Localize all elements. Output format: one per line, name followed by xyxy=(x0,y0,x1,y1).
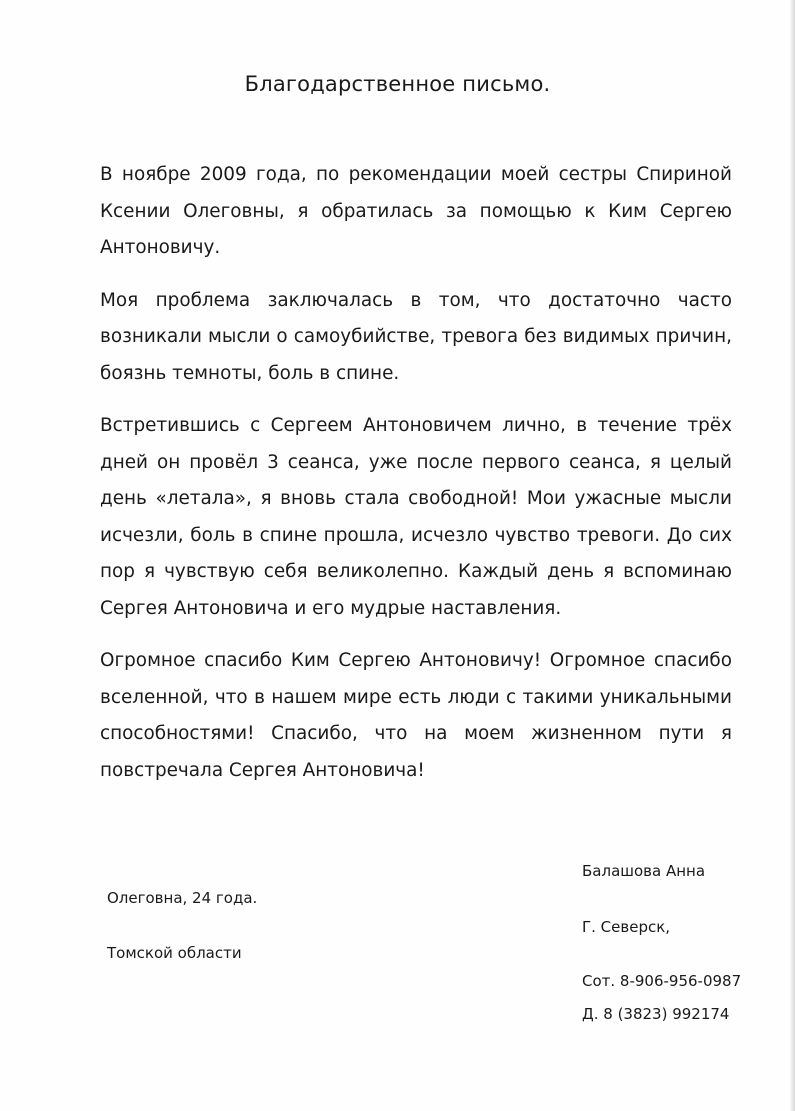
signature-home-phone: Д. 8 (3823) 992174 xyxy=(582,1005,730,1023)
paragraph-1: В ноябре 2009 года, по рекомендации моей сестры Спириной Ксении Олеговны, я обратилась за помощью к Ким Сергею Антоновичу. xyxy=(100,164,732,258)
paragraph-3: Встретившись с Сергеем Антоновичем лично, в течение трёх дней он провёл 3 сеанса, уже после первого сеанса, я целый день «летала», я вновь стала свободной! Мои ужасные мысли исчезли, боль в спине прошла, исчезло чувство тревоги. До сих пор я чувствую себя великолепно. Каждый день я вспоминаю Сергея Антоновича и его мудрые наставления. xyxy=(100,415,732,619)
paragraph-4: Огромное спасибо Ким Сергею Антоновичу! Огромное спасибо вселенной, что в нашем мире есть люди с такими уникальными способностями! Спасибо, что на моем жизненном пути я повстречала Сергея Антоновича! xyxy=(100,650,732,781)
letter-title: Благодарственное письмо. xyxy=(244,72,551,96)
paragraph-2: Моя проблема заключалась в том, что достаточно часто возникали мысли о самоубийстве, тревога без видимых причин, боязнь темноты, боль в спине. xyxy=(100,289,732,384)
signature-name: Балашова Анна xyxy=(582,862,706,880)
signature-patronymic-age: Олеговна, 24 года. xyxy=(107,889,258,907)
signature-city: Г. Северск, xyxy=(582,918,671,936)
signature-mobile-phone: Сот. 8-906-956-0987 xyxy=(582,972,742,990)
scan-edge xyxy=(789,0,795,1111)
signature-region: Томской области xyxy=(107,944,242,962)
letter-body xyxy=(100,157,732,805)
